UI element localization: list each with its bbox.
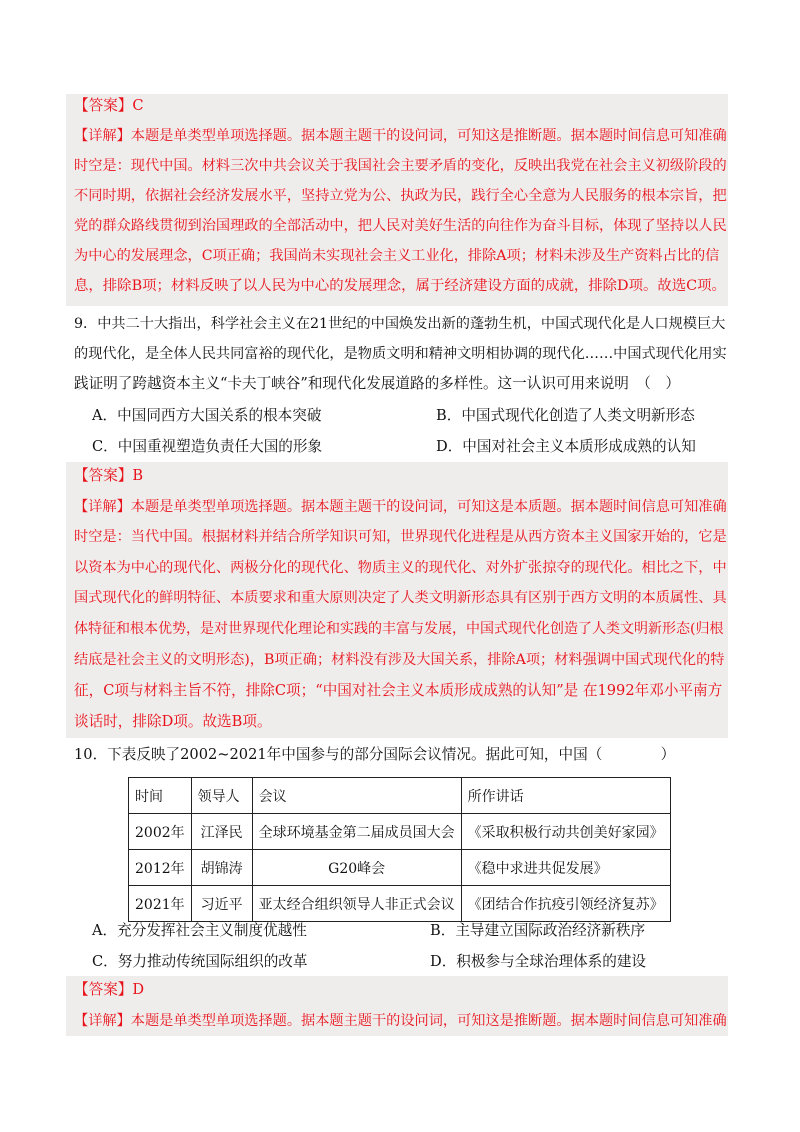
- detail-tag: 【详解】: [74, 1013, 131, 1029]
- cell-speech: 《团结合作抗疫引领经济复苏》: [461, 886, 670, 922]
- cell-meeting: 亚太经合组织领导人非正式会议: [252, 886, 461, 922]
- header-speech: 所作讲话: [461, 778, 670, 814]
- answer-tag: 【答案】: [74, 97, 133, 114]
- detail-tag: 【详解】: [74, 128, 131, 144]
- detail-text: 体特征和根本优势，是对世界现代化理论和实践的丰富与发展，中国式现代化创造了人类文明新形态(归根: [74, 621, 724, 637]
- detail-tag: 【详解】: [74, 499, 131, 515]
- answer-line: [74, 466, 143, 486]
- option-b[interactable]: B．主导建立国际政治经济新秩序: [430, 922, 646, 939]
- question-9-stem: 践证明了跨越资本主义“卡夫丁峡谷”和现代化发展道路的多样性。这一认识可用来说明 （ ）: [74, 375, 680, 392]
- table-row: [129, 814, 671, 850]
- cell-leader: 习近平: [191, 886, 252, 922]
- cell-year: 2002年: [129, 814, 192, 850]
- option-c[interactable]: C．中国重视塑造负责任大国的形象: [92, 438, 323, 455]
- question-10-stem: 10．下表反映了2002~2021年中国参与的部分国际会议情况。据此可知，中国（ ）: [74, 746, 676, 763]
- answer-value: C: [132, 97, 144, 114]
- header-leader: 领导人: [191, 778, 252, 814]
- answer-tag: 【答案】: [74, 981, 133, 998]
- answer-value: B: [132, 467, 144, 484]
- cell-speech: 《采取积极行动共创美好家园》: [461, 814, 670, 850]
- detail-text: 本题是单类型单项选择题。据本题主题干的设问词，可知这是推断题。据本题时间信息可知准确: [130, 1013, 727, 1029]
- detail-text: 时空是：当代中国。根据材料并结合所学知识可知，世界现代化进程是从西方资本主义国家开始的，它是: [74, 529, 727, 545]
- option-d[interactable]: D．中国对社会主义本质形成成熟的认知: [436, 438, 696, 455]
- cell-meeting: G20峰会: [252, 850, 461, 886]
- detail-line: [74, 1011, 727, 1031]
- conference-table: [128, 777, 671, 922]
- table-row: [129, 886, 671, 922]
- option-c[interactable]: C．努力推动传统国际组织的改革: [92, 953, 308, 970]
- cell-meeting: 全球环境基金第二届成员国大会: [252, 814, 461, 850]
- option-a[interactable]: A．充分发挥社会主义制度优越性: [92, 922, 307, 939]
- answer-line: [74, 980, 144, 1000]
- detail-text: 不同时期，依据社会经济发展水平，坚持立党为公、执政为民，践行全心全意为人民服务的根本宗旨，把: [74, 188, 727, 204]
- detail-text: 本题是单类型单项选择题。据本题主题干的设问词，可知这是本质题。据本题时间信息可知准确: [130, 499, 727, 515]
- detail-text: 结底是社会主义的文明形态)，B项正确；材料没有涉及大国关系，排除A项；材料强调中国式现代化的特: [74, 652, 725, 668]
- answer-tag: 【答案】: [74, 467, 133, 484]
- answer-line: [74, 96, 144, 116]
- detail-line: [74, 126, 727, 146]
- cell-year: 2021年: [129, 886, 192, 922]
- detail-line: [74, 497, 727, 517]
- option-d[interactable]: D．积极参与全球治理体系的建设: [430, 953, 647, 970]
- option-b[interactable]: B．中国式现代化创造了人类文明新形态: [436, 407, 695, 424]
- answer-value: D: [132, 981, 145, 998]
- table-header-row: [129, 778, 671, 814]
- cell-year: 2012年: [129, 850, 192, 886]
- header-meeting: 会议: [252, 778, 461, 814]
- detail-text: 时空是：现代中国。材料三次中共会议关于我国社会主要矛盾的变化，反映出我党在社会主义初级阶段的: [74, 158, 727, 174]
- detail-text: 本题是单类型单项选择题。据本题主题干的设问词，可知这是推断题。据本题时间信息可知准确: [130, 128, 727, 144]
- detail-text: 国式现代化的鲜明特征、本质要求和重大原则决定了人类文明新形态具有区别于西方文明的本质属性、具: [74, 590, 727, 606]
- header-time: 时间: [129, 778, 192, 814]
- detail-text: 征，C项与材料主旨不符，排除C项；“中国对社会主义本质形成成熟的认知”是 在1992年邓小平南方: [74, 682, 723, 699]
- detail-text: 息，排除B项；材料反映了以人民为中心的发展理念，属于经济建设方面的成就，排除D项。故选C项。: [74, 278, 726, 294]
- cell-speech: 《稳中求进共促发展》: [461, 850, 670, 886]
- table-row: [129, 850, 671, 886]
- detail-text: 谈话时，排除D项。故选B项。: [74, 713, 272, 730]
- detail-text: 为中心的发展理念，C项正确；我国尚未实现社会主义工业化，排除A项；材料未涉及生产资料占比的信: [74, 248, 720, 264]
- question-9-stem: 9．中共二十大指出，科学社会主义在21世纪的中国焕发出新的蓬勃生机，中国式现代化是人口规模巨大: [74, 316, 726, 332]
- cell-leader: 胡锦涛: [191, 850, 252, 886]
- question-9-stem: 的现代化，是全体人民共同富裕的现代化，是物质文明和精神文明相协调的现代化……中国式现代化用实: [74, 346, 727, 362]
- detail-text: 党的群众路线贯彻到治国理政的全部活动中，把人民对美好生活的向往作为奋斗目标，体现了坚持以人民: [74, 218, 727, 234]
- cell-leader: 江泽民: [191, 814, 252, 850]
- detail-text: 以资本为中心的现代化、两极分化的现代化、物质主义的现代化、对外扩张掠夺的现代化。相比之下，中: [74, 560, 727, 576]
- option-a[interactable]: A．中国同西方大国关系的根本突破: [92, 407, 322, 424]
